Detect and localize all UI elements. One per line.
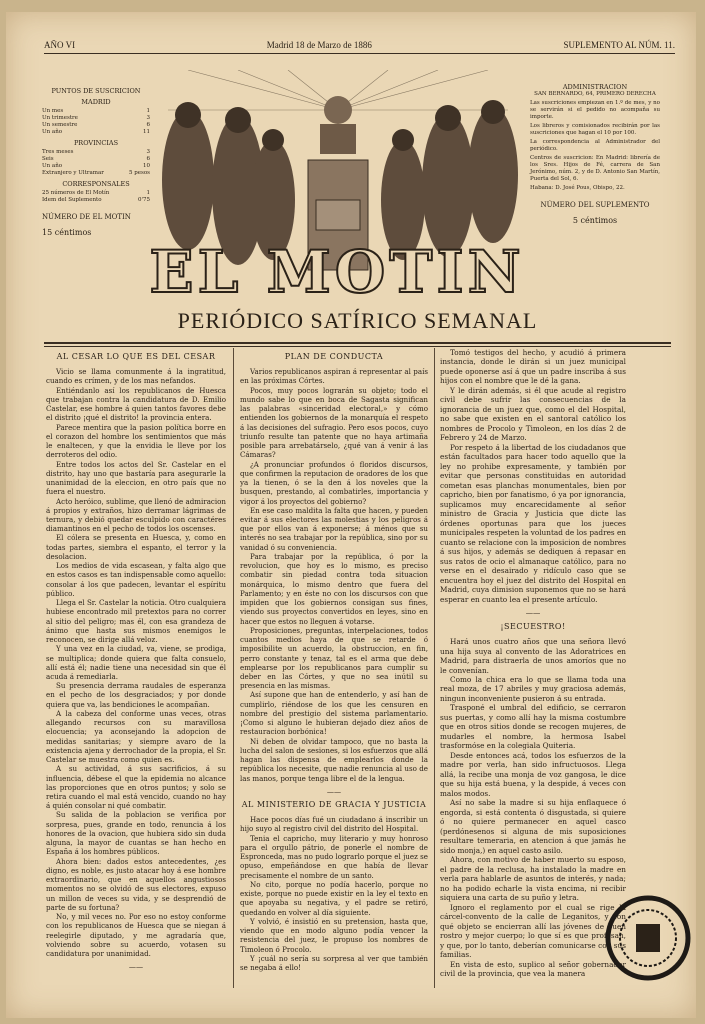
- library-stamp: [600, 890, 695, 985]
- rate-row: [42, 197, 150, 204]
- rate-row: [42, 108, 150, 115]
- article-paragraph: Entre todos los actos del Sr. Castelar en el distrito, hay uno que bastaría para asegurarle la unanimidad de la eleccion, en otro país que no fuera el nuestro.: [46, 459, 226, 497]
- article-paragraph: Así no sabe la madre si su hija enflaquece ó engorda, si está contenta ó disgustada, si quiere ó no quiere permanecer en aquel casco (perdónesenos si alguna de mis suposiciones resultare temeraria, en atencion á que jamás he sido monja,) en aquel casto asilo.: [440, 798, 626, 855]
- article-paragraph: Desde entonces acá, todos los esfuerzos de la madre por verla, han sido infructuosos. Llega allá, la recibe una monja de voz gangosa, le dice que su hija está buena, y la despide, á veces con malos modos.: [440, 750, 626, 798]
- article-paragraph: No cito, porque no podía hacerlo, porque no existe, porque no puede existir en la ley el texto en que apoyaba su negativa, y el padre se retiró, quedando en volver al día siguiente.: [240, 879, 428, 917]
- supplement-number-label: NÚMERO DEL SUPLEMENTO: [540, 201, 650, 209]
- article-paragraph: Proposiciones, preguntas, interpelaciones, todos cuantos medios haya de que se retarde ó imposibilite un acuerdo, la obstruccion, en fin, perro constante y tenaz, tal es el arma que debe emplearse por los republicanos para cumplir su deber en las Córtes, y que no sea inútil su presencia en las mismas.: [240, 625, 428, 691]
- subscription-title: PUNTOS DE SUSCRICION: [51, 87, 141, 95]
- administration-address: SAN BERNARDO, 64, PRIMERO DERECHA: [534, 91, 656, 97]
- double-rule: [44, 342, 671, 347]
- article-paragraph: Varios republicanos aspiran á representar al país en las próximas Córtes.: [240, 367, 428, 386]
- article-paragraph: Ni deben de olvidar tampoco, que no basta la lucha del salon de sesiones, si los esfuerzos que allá hagan las dispensa de emplearlos donde la república los necesite, que nadie renuncia al uso de las manos, porque tenga libre el de la lengua.: [240, 736, 428, 783]
- article-paragraph: A su actividad, á sus sacrificios, á su influencia, débese el que la epidemia no alcance las proporciones que en otros puntos; y solo se retira cuando el mal está vencido, cuando no hay á quién consolar ni qué combatir.: [46, 764, 226, 811]
- article-paragraph: Así supone que han de entenderlo, y así han de cumplirlo, riéndose de los que les censuren en nombre del prestigio del sistema parlamentario. ¡Como si alguno le hubieran dejado diez años de restauracion borbónica!: [240, 690, 428, 737]
- supplement-price: 5 céntimos: [572, 216, 618, 225]
- rate-row: [42, 122, 150, 129]
- article-paragraph: No, y mil veces no. Por eso no estoy conforme con los republicanos de Huesca que se niegan á reelegirle diputado, y me agradaría que, volviendo sobre su acuerdo, votasen su candidatura por unanimidad.: [46, 912, 226, 958]
- provincias-rates: [42, 149, 150, 177]
- article-paragraph: Acto heróico, sublime, que llenó de admiracion á propios y extraños, hizo derramar lágrimas de ternura, y debió quedar esculpido con caractéres diamantinos en el pecho de todos los oscenses.: [46, 496, 226, 534]
- article-paragraph: ¿A pronunciar profundos ó floridos discursos, que confirmen la reputacion de oradores de los que ya la tienen, ó se la den á los noveles que la busquen, prestando, al combatirles, importancia y vigor á los proyectos del gobierno?: [240, 459, 428, 506]
- periodical-subtitle: PERIÓDICO SATÍRICO SEMANAL: [177, 308, 538, 333]
- number-label: NÚMERO DE EL MOTIN: [42, 213, 131, 221]
- rate-label: Idem del Suplemento: [42, 197, 102, 203]
- rate-label: Un mes: [42, 108, 64, 114]
- article-paragraph: El cólera se presenta en Huesca, y, como en todas partes, siembra el espanto, el terror y la desolacion.: [46, 533, 226, 561]
- article-column-3: [440, 348, 626, 978]
- article-paragraph: Parece mentira que la pasion política borre en el corazon del hombre los sentimientos que más le enaltecen, y que la envidia le lleve por los derroteros del odio.: [46, 422, 226, 460]
- article-paragraph: En ese caso maldita la falta que hacen, y pueden evitar á sus electores las molestias y los peligros á que por ellos van á exponerse; á ménos que su interés no sea trabajar por la república, sino por su vanidad ó su conveniencia.: [240, 505, 428, 552]
- rate-value: 1: [146, 108, 150, 114]
- madrid-rates: [42, 108, 150, 136]
- rate-label: Tres meses: [42, 149, 74, 155]
- rate-label: 25 números de El Motín: [42, 190, 110, 196]
- administration-title: ADMINISTRACION: [562, 83, 628, 91]
- bust-head: [324, 96, 352, 124]
- supplement-number: SUPLEMENTO AL NÚM. 11.: [563, 40, 675, 50]
- article-paragraph: Trasponé el umbral del edificio, se cerraron sus puertas, y como allí hay la misma costumbre que en otros sitios donde se recogen mujeres, de mudarles el nombre, la hermosa Isabel trasformóse en la colegiala Quiteria.: [440, 703, 626, 751]
- end-dash: ——: [525, 608, 541, 618]
- article-column-2: [240, 348, 428, 972]
- admin-paragraph: Las suscriciones empiezan en 1.º de mes, y no se servirán si el pedido no acompaña su importe.: [530, 100, 660, 120]
- article-paragraph: Y le dirán además, si él que acude al registro civil debe sufrir las consecuencias de la ignorancia de un juez que, como el del Hospital, no sabe que existen en el santoral católico los nombres de Procolo y Timoleon, en los días 2 de Febrero y 24 de Marzo.: [440, 385, 626, 443]
- issue-year: AÑO VI: [44, 40, 76, 50]
- article-paragraph: Ignoro el reglamento por el cual se rige la cárcel-convento de la calle de Leganitos, y con qué objeto se encierran allí las jóvenes de buen rostro y mejor cuerpo; lo que sí es que profesan, y que, por lo tanto, deberían comunicarse con sus familias.: [440, 902, 626, 960]
- article-paragraph: Por respeto á la libertad de los ciudadanos que están facultados para hacer todo aquello que la ley no prohibe expresamente, y también por evitar que personas constituidas en autoridad cometan esas planchas monumentales, bien por capricho, bien por fanatismo, ó ya por ignorancia, suplicamos muy encarecidamente al señor ministro de Gracia y Justicia que dicte las órdenes oportunas para que los jueces municipales respeten la voluntad de los padres en cuanto se relacione con la imposicion de nombres á sus hijos, y además se dediquen á repasar en sus ratos de ocio el almanaque católico, para no verse en el desairado y ridículo caso que se encuentra hoy el juez del distrito del Hospital en Madrid, cuya dimision suponemos que no se hará esperar en cuanto lea el presente artículo.: [440, 442, 626, 604]
- provincias-heading: PROVINCIAS: [73, 139, 119, 147]
- rate-value: 1: [146, 190, 150, 196]
- admin-paragraph: Los libreros y comisionados recibirán por las suscriciones que hagan el 10 por 100.: [530, 123, 660, 136]
- article-paragraph: Ahora bien: dados estos antecedentes, ¿es digno, es noble, es justo atacar hoy á ese hombre extraordinario, que en aquellos angustiosos momentos no se olvidó de sus electores, expuso un millon de veces su vida, y se desprendió de parte de su fortuna?: [46, 856, 226, 912]
- administration-box: [530, 84, 660, 224]
- article-title: ¡SECUESTRO!: [500, 621, 566, 631]
- rate-label: Un semestre: [42, 122, 78, 128]
- masthead-title: EL MOTIN: [149, 238, 525, 302]
- corresponsales-heading: CORRESPONSALES: [62, 180, 130, 188]
- rate-value: 6: [146, 156, 150, 162]
- article-paragraph: Y volvió, é insistió en su pretension, hasta que, viendo que en modo alguno podía vencer la resistencia del juez, le propuso los nombres de Timoleon ó Procolo.: [240, 916, 428, 954]
- admin-paragraph: Centros de suscricion: En Madrid: librería de los Sres. Hijos de Fé, carrera de San Jerónimo, núm. 2, y de D. Antonio San Martín, Puerta del Sol, 6.: [530, 155, 660, 182]
- article-title: PLAN DE CONDUCTA: [284, 352, 384, 361]
- article-paragraph: Ahora, con motivo de haber muerto su esposo, el padre de la reclusa, ha instalado la madre en verla para hablarle de asuntos de interés, y nada; no ha podido echarle la vista encima, ni recibir siquiera una carta de su puño y letra.: [440, 855, 626, 903]
- article-title: AL MINISTERIO DE GRACIA Y JUSTICIA: [241, 800, 427, 810]
- header-line: [44, 40, 675, 54]
- corresponsales-rates: [42, 190, 150, 204]
- article-paragraph: A la cabeza del conforme unas veces, otras allegando recursos con su maravillosa elocuencia; ya aconsejando la adopcion de medidas sanitarias; y siempre avaro de la existencia ajena y derrochador de la propia, el Sr. Castelar se muestra como quien es.: [46, 708, 226, 765]
- rate-row: [42, 170, 150, 177]
- article-paragraph: Su presencia derrama raudales de esperanza en el pecho de los desgraciados; y por donde quiera que va, las bendiciones le acompañan.: [46, 681, 226, 709]
- end-dash: ——: [128, 962, 144, 972]
- issue-date: Madrid 18 de Marzo de 1886: [266, 40, 372, 50]
- article-paragraph: En vista de esto, suplico al señor gobernador civil de la provincia, que vea la manera: [440, 959, 626, 978]
- article-paragraph: Para trabajar por la república, ó por la revolucion, que hoy es lo mismo, es preciso combatir sin piedad contra toda situacion monárquica, lo mismo dentro que fuera del Parlamento; y en éste no con los discursos con que impiden que los gobiernos consigan sus fines, viendo sus proyectos convertidos en leyes, sino en hacer que estos no lleguen á votarse.: [240, 551, 428, 626]
- column-divider: [434, 348, 435, 988]
- rate-label: Un trimestre: [42, 115, 78, 121]
- number-price: 15 céntimos: [42, 228, 92, 237]
- article-paragraph: Y ¡cuál no sería su sorpresa al ver que también se negaba á ello!: [240, 953, 428, 972]
- article-title: AL CESAR LO QUE ES DEL CESAR: [56, 352, 216, 361]
- article-paragraph: Pocos, muy pocos lograrán su objeto; todo el mundo sabe lo que en boca de Sagasta significan las palabras «sinceridad electoral,» y cómo entienden los gobiernos de la monarquía el respeto á las decisiones del sufragio. Pero esos pocos, cuyo triunfo resulte tan patente que no haya artimaña posible para arrebatárselo, ¿qué van á venir á las Cámaras?: [240, 385, 428, 460]
- article-paragraph: Hará unos cuatro años que una señora llevó una hija suya al convento de las Adoratrices en Madrid, para distraerla de unos amoríos que no le convenían.: [440, 637, 626, 675]
- rate-value: 11: [143, 129, 150, 135]
- article-paragraph: Y una vez en la ciudad, va, viene, se prodiga, se multiplica; donde quiera que falta consuelo, allí está él; nadie tiene una necesidad sin que él acuda á remediarla.: [46, 644, 226, 681]
- admin-paragraph: La correspondencia al Administrador del periódico.: [530, 139, 660, 152]
- article-paragraph: Hace pocos días fué un ciudadano á inscribir un hijo suyo al registro civil del distrito del Hospital.: [240, 815, 428, 834]
- rate-value: 10: [143, 163, 150, 169]
- article-paragraph: Entiéndanlo así los republicanos de Huesca que trabajan contra la candidatura de D. Emilio Castelar, ese hombre á quien tantos favores debe el distrito ¡qué el distrito! la provincia entera.: [46, 385, 226, 423]
- article-paragraph: Llega el Sr. Castelar la noticia. Otro cualquiera hubiese encontrado mil pretextos para no correr al sitio del peligro; mas él, con esa grandeza de ánimo que hasta sus mismos enemigos le reconocen, se dirige allá veloz.: [46, 598, 226, 645]
- column-divider: [233, 348, 234, 988]
- madrid-heading: MADRID: [81, 98, 111, 106]
- rate-label: Extranjero y Ultramar: [42, 170, 104, 176]
- rate-row: [42, 129, 150, 136]
- end-dash: ——: [326, 786, 342, 796]
- article-paragraph: Su salida de la poblacion se verifica por sorpresa, pues, grande en todo, renuncia á los honores de la ovacion, que hubiera sido sin duda alguna, la mayor de cuantas se han hecho en España á los hombres públicos.: [46, 810, 226, 857]
- article-paragraph: Como la chica era lo que se llama toda una real moza, de 17 abriles y muy graciosa además, ningun inconveniente pusieron á su entrada.: [440, 674, 626, 703]
- rate-row: [42, 163, 150, 170]
- rate-row: [42, 115, 150, 122]
- rate-label: Un año: [42, 163, 63, 169]
- rate-row: [42, 149, 150, 156]
- rate-row: [42, 156, 150, 163]
- article-paragraph: Los medios de vida escasean, y falta algo que en estos casos es tan indispensable como aquello: consolar á los que padecen, levantar el espíritu público.: [46, 561, 226, 598]
- subscription-box: [42, 84, 150, 236]
- article-paragraph: Tenia el capricho, muy literario y muy honroso para el orgullo pátrio, de ponerle el nombre de Espronceda, mas no pudo lograrlo porque el juez se opuso, empeñándose en que había de llevar precisamente el nombre de un santo.: [240, 833, 428, 880]
- article-paragraph: Tomó testigos del hecho, y acudió á primera instancia, donde le dirán si un juez municipal puede oponerse así á que un padre inscriba á sus hijos con el nombre que le dé la gana.: [440, 348, 626, 386]
- admin-paragraph: Habana: D. José Pous, Obispo, 22.: [530, 185, 625, 191]
- rate-value: 3: [146, 149, 150, 155]
- rate-value: 6: [146, 122, 150, 128]
- rate-value: 3: [146, 115, 150, 121]
- masthead-illustration: [148, 70, 526, 302]
- article-paragraph: Vicio se llama comunmente á la ingratitud, cuando es crímen, y de los mas nefandos.: [46, 367, 226, 386]
- rate-value: 5 pesos: [129, 170, 150, 176]
- rate-label: Seis: [42, 156, 54, 162]
- rate-label: Un año: [42, 129, 63, 135]
- article-column-1: [46, 348, 226, 975]
- rate-value: 0'75: [137, 197, 150, 203]
- rate-row: [42, 190, 150, 197]
